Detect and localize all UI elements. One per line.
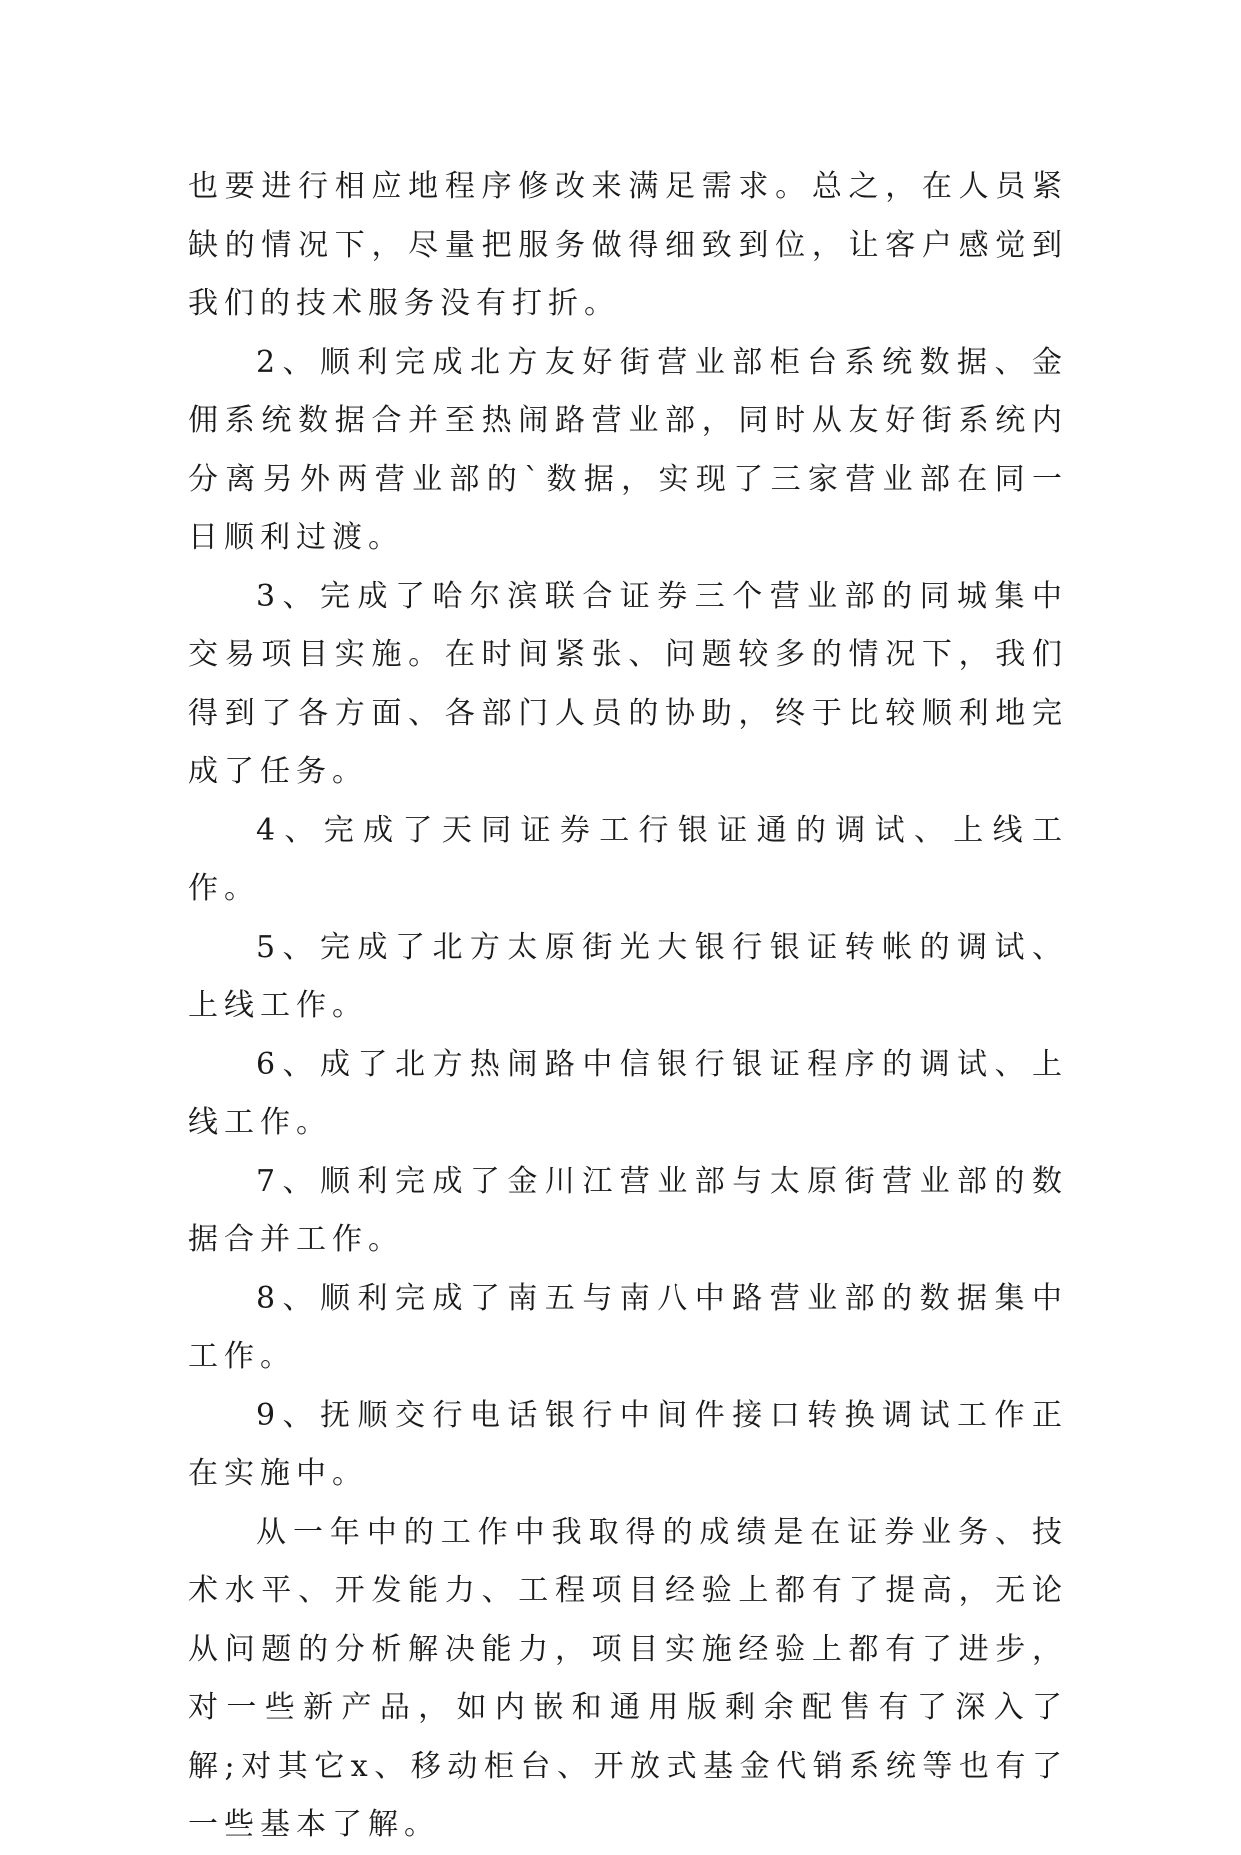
paragraph-6: 6、成了北方热闹路中信银行银证程序的调试、上线工作。	[188, 1046, 1068, 1140]
paragraph-10: 从一年中的工作中我取得的成绩是在证券业务、技术水平、开发能力、工程项目经验上都有了提高，无论从问题的分析解决能力，项目实施经验上都有了进步，对一些新产品，如内嵌和通用版剩余配售有了深入了解;对其它x、移动柜台、开放式基金代销系统等也有了一些基本了解。	[188, 1514, 1068, 1842]
paragraph-3: 3、完成了哈尔滨联合证券三个营业部的同城集中交易项目实施。在时间紧张、问题较多的情况下，我们得到了各方面、各部门人员的协助，终于比较顺利地完成了任务。	[188, 578, 1068, 789]
paragraph-1: 也要进行相应地程序修改来满足需求。总之，在人员紧缺的情况下，尽量把服务做得细致到位，让客户感觉到我们的技术服务没有打折。	[188, 169, 1068, 321]
paragraph-9: 9、抚顺交行电话银行中间件接口转换调试工作正在实施中。	[188, 1397, 1068, 1491]
paragraph-8: 8、顺利完成了南五与南八中路营业部的数据集中工作。	[188, 1280, 1068, 1374]
paragraph-7: 7、顺利完成了金川江营业部与太原街营业部的数据合并工作。	[188, 1163, 1068, 1257]
document-body	[188, 158, 1068, 1855]
paragraph-4: 4、完成了天同证券工行银证通的调试、上线工作。	[188, 812, 1068, 906]
paragraph-5: 5、完成了北方太原街光大银行银证转帐的调试、上线工作。	[188, 929, 1068, 1023]
paragraph-2: 2、顺利完成北方友好街营业部柜台系统数据、金佣系统数据合并至热闹路营业部，同时从友好街系统内分离另外两营业部的`数据，实现了三家营业部在同一日顺利过渡。	[188, 344, 1068, 555]
